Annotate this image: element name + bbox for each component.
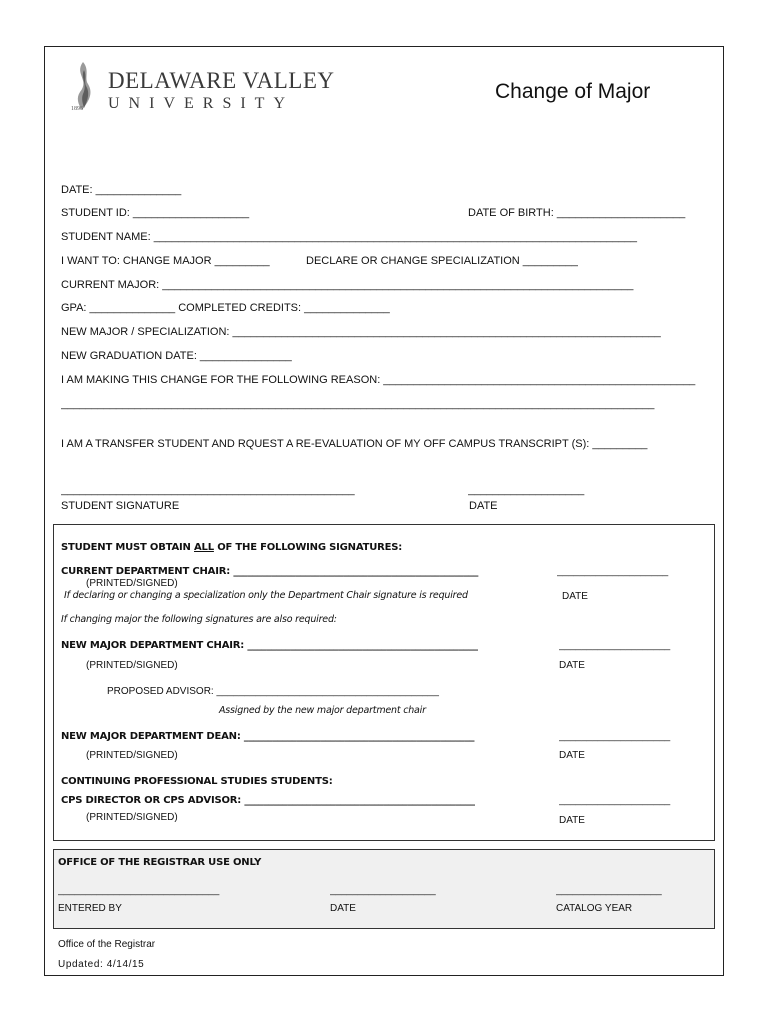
date-field[interactable]: DATE: ______________	[61, 184, 182, 196]
new-graduation-date-field[interactable]: NEW GRADUATION DATE: _______________	[61, 350, 292, 362]
transfer-field[interactable]: I AM A TRANSFER STUDENT AND RQUEST A RE-EVALUATION OF MY OFF CAMPUS TRANSCRIPT (S): _________	[61, 438, 648, 450]
signature-date-label: DATE	[469, 500, 498, 512]
student-id-field[interactable]: STUDENT ID: ___________________	[61, 207, 250, 219]
catalog-year-line[interactable]: ___________________	[556, 885, 662, 896]
student-signature-line[interactable]: ________________________________________________	[61, 484, 355, 496]
footer-office: Office of the Registrar	[58, 939, 156, 950]
cps-heading: CONTINUING PROFESSIONAL STUDIES STUDENTS:	[61, 776, 333, 787]
assigned-note: Assigned by the new major department chair	[219, 705, 426, 716]
entered-by-line[interactable]: _____________________________	[58, 885, 220, 896]
proposed-advisor-field[interactable]: PROPOSED ADVISOR: ________________________________________	[107, 686, 439, 697]
current-chair-date-line[interactable]: ____________________	[557, 566, 669, 577]
catalog-year-label: CATALOG YEAR	[556, 903, 633, 914]
logo-sub: UNIVERSITY	[108, 95, 294, 112]
page-title: Change of Major	[495, 80, 651, 103]
printed-signed-label: (PRINTED/SIGNED)	[86, 812, 178, 823]
new-chair-date-line[interactable]: ____________________	[559, 640, 671, 651]
footer-updated: Updated: 4/14/15	[58, 959, 145, 970]
current-chair-field[interactable]: CURRENT DEPARTMENT CHAIR: ___________________________________________________	[61, 566, 479, 577]
declare-specialization-field[interactable]: DECLARE OR CHANGE SPECIALIZATION _________	[306, 255, 578, 267]
entered-by-label: ENTERED BY	[58, 903, 122, 914]
printed-signed-label: (PRINTED/SIGNED)	[86, 578, 178, 589]
change-major-field[interactable]: I WANT TO: CHANGE MAJOR _________	[61, 255, 270, 267]
registrar-heading: OFFICE OF THE REGISTRAR USE ONLY	[58, 857, 262, 868]
flame-logo-icon	[68, 60, 98, 112]
student-name-field[interactable]: STUDENT NAME: _______________________________________________________________________________	[61, 231, 637, 243]
new-dean-date-line[interactable]: ____________________	[559, 731, 671, 742]
printed-signed-label: (PRINTED/SIGNED)	[86, 750, 178, 761]
new-dean-field[interactable]: NEW MAJOR DEPARTMENT DEAN: ________________________________________________	[61, 731, 475, 742]
printed-signed-label: (PRINTED/SIGNED)	[86, 660, 178, 671]
date-label: DATE	[559, 750, 585, 761]
registrar-date-line[interactable]: ___________________	[330, 885, 436, 896]
signature-date-line[interactable]: ___________________	[468, 484, 585, 496]
changing-note: If changing major the following signatures are also required:	[61, 614, 337, 625]
date-label: DATE	[559, 660, 585, 671]
signatures-heading: STUDENT MUST OBTAIN ALL OF THE FOLLOWING SIGNATURES:	[61, 542, 403, 553]
reason-field[interactable]: I AM MAKING THIS CHANGE FOR THE FOLLOWING REASON: ___________________________________________________	[61, 374, 696, 386]
student-signature-label: STUDENT SIGNATURE	[61, 500, 180, 512]
gpa-credits-field[interactable]: GPA: ______________ COMPLETED CREDITS: ______________	[61, 302, 390, 314]
reason-line-2[interactable]: _________________________________________________________________________________________________	[61, 398, 655, 410]
logo-year: 1896	[71, 106, 83, 112]
date-label: DATE	[559, 815, 585, 826]
current-major-field[interactable]: CURRENT MAJOR: _____________________________________________________________________________	[61, 279, 634, 291]
logo-name: DELAWARE VALLEY	[108, 68, 335, 93]
new-chair-field[interactable]: NEW MAJOR DEPARTMENT CHAIR: ________________________________________________	[61, 640, 478, 651]
cps-director-field[interactable]: CPS DIRECTOR OR CPS ADVISOR: ________________________________________________	[61, 795, 475, 806]
declaring-note: If declaring or changing a specialization only the Department Chair signature is required	[64, 590, 468, 601]
cps-date-line[interactable]: ____________________	[559, 795, 671, 806]
new-major-field[interactable]: NEW MAJOR / SPECIALIZATION: ______________________________________________________________________	[61, 326, 661, 338]
date-of-birth-field[interactable]: DATE OF BIRTH: _____________________	[468, 207, 686, 219]
date-label: DATE	[562, 591, 588, 602]
registrar-date-label: DATE	[330, 903, 356, 914]
